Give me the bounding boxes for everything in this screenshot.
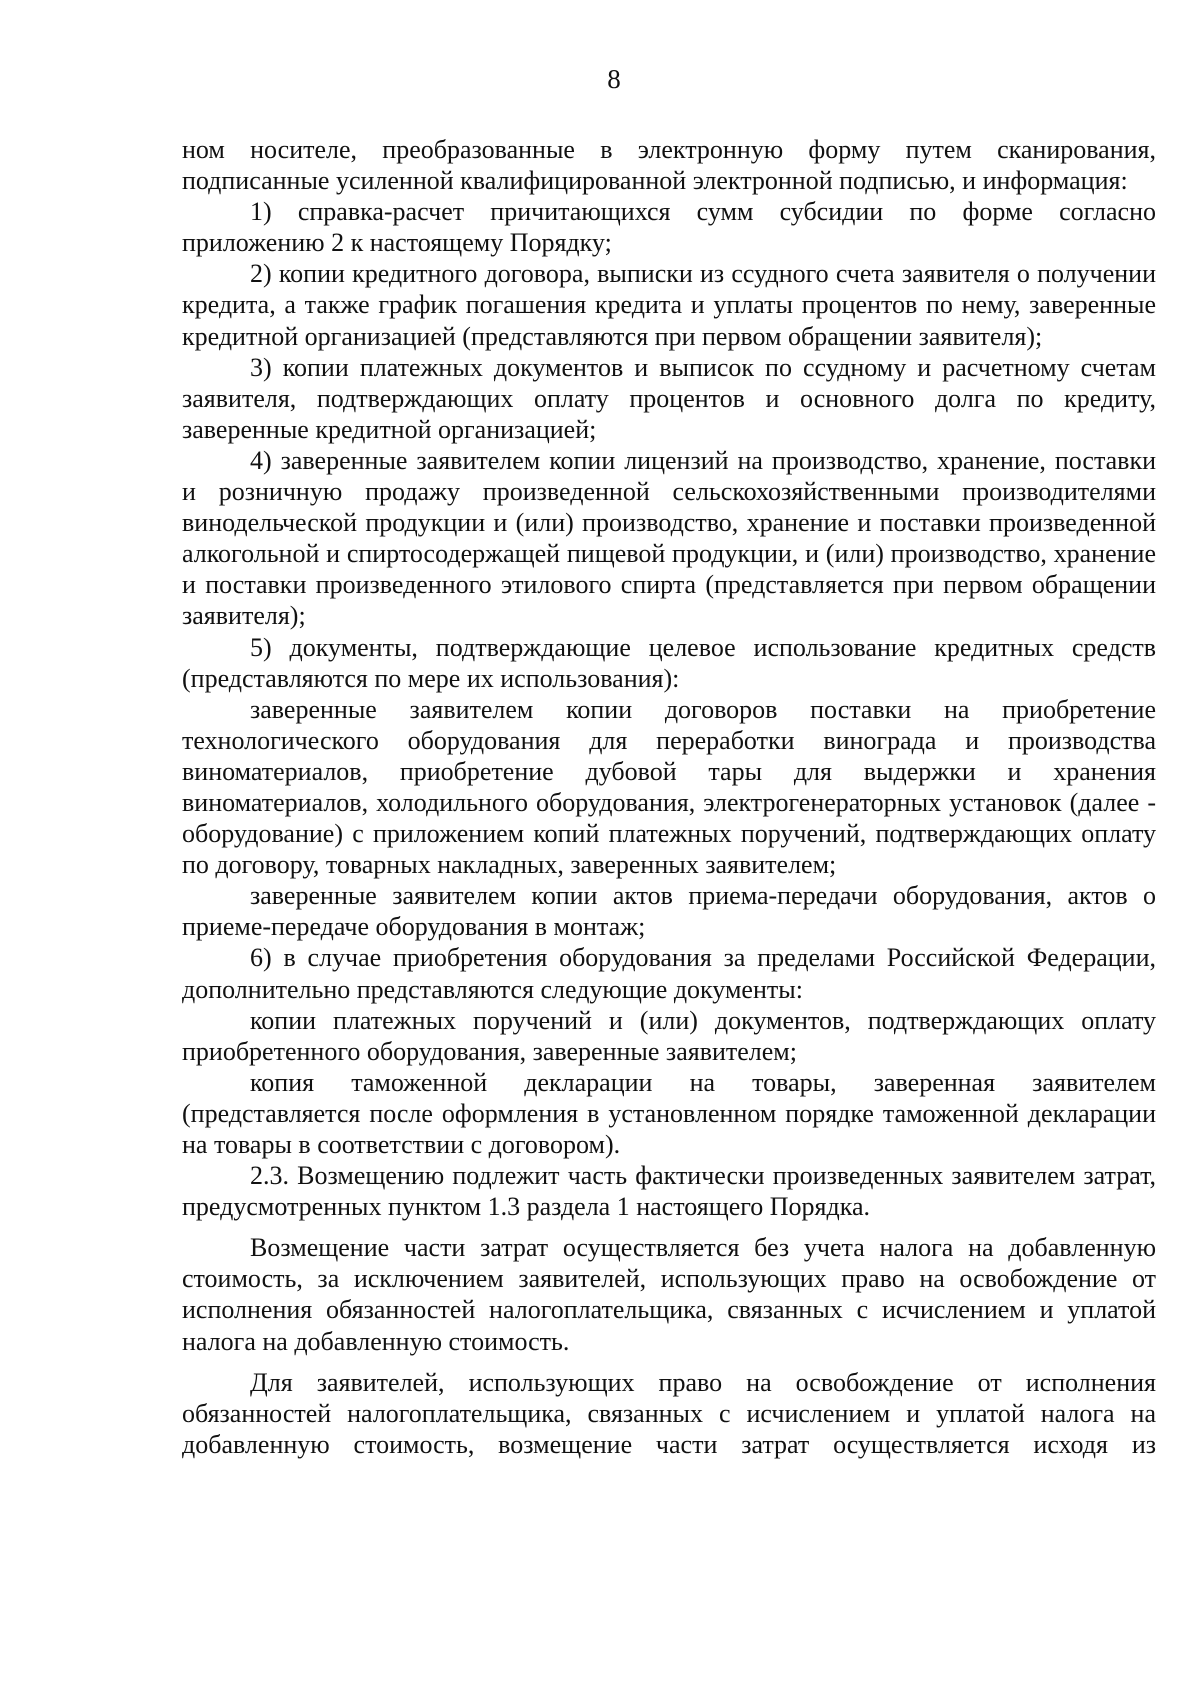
list-item-3: 3) копии платежных документов и выписок по ссудному и расчетному счетам заявителя, подтверждающих оплату процентов и основного долга по кредиту, заверенные кредитной организацией; [182,352,1156,444]
section-2-3-paragraph: 2.3. Возмещению подлежит часть фактически произведенных заявителем затрат, предусмотренных пунктом 1.3 раздела 1 настоящего Порядка. [182,1161,1156,1222]
page-number: 8 [607,64,621,94]
vat-paragraph: Возмещение части затрат осуществляется без учета налога на добавленную стоимость, за исключением заявителей, использующих право на освобождение от исполнения обязанностей налогоплательщика, связанных с исчислением и уплатой налога на добавленную стоимость. [182,1233,1156,1356]
list-item-1: 1) справка-расчет причитающихся сумм субсидии по форме согласно приложению 2 к настоящему Порядку; [182,197,1156,258]
list-item-5-subitem-2: заверенные заявителем копии актов приема-передачи оборудования, актов о приеме-передаче оборудования в монтаж; [182,881,1156,942]
paragraph-continuation: ном носителе, преобразованные в электронную форму путем сканирования, подписанные усиленной квалифицированной электронной подписью, и информация: [182,135,1156,196]
list-item-6-subitem-1: копии платежных поручений и (или) документов, подтверждающих оплату приобретенного оборудования, заверенные заявителем; [182,1005,1156,1066]
list-item-2: 2) копии кредитного договора, выписки из ссудного счета заявителя о получении кредита, а также график погашения кредита и уплаты процентов по нему, заверенные кредитной организацией (представляются при первом обращении заявителя); [182,259,1156,351]
vat-exemption-paragraph: Для заявителей, использующих право на освобождение от исполнения обязанностей налогоплательщика, связанных с исчислением и уплатой налога на добавленную стоимость, возмещение части затрат осуществляется исходя из [182,1367,1156,1459]
list-item-6: 6) в случае приобретения оборудования за пределами Российской Федерации, дополнительно представляются следующие документы: [182,943,1156,1004]
document-body [182,134,1156,1460]
list-item-6-subitem-2: копия таможенной декларации на товары, заверенная заявителем (представляется после оформления в установленном порядке таможенной декларации на товары в соответствии с договором). [182,1067,1156,1159]
list-item-5-subitem-1: заверенные заявителем копии договоров поставки на приобретение технологического оборудования для переработки винограда и производства виноматериалов, приобретение дубовой тары для выдержки и хранения виноматериалов, холодильного оборудования, электрогенераторных установок (далее - оборудование) с приложением копий платежных поручений, подтверждающих оплату по договору, товарных накладных, заверенных заявителем; [182,694,1156,880]
list-item-4: 4) заверенные заявителем копии лицензий на производство, хранение, поставки и розничную продажу произведенной сельскохозяйственными производителями винодельческой продукции и (или) производство, хранение и поставки произведенной алкогольной и спиртосодержащей пищевой продукции, и (или) производство, хранение и поставки произведенного этилового спирта (представляется при первом обращении заявителя); [182,445,1156,631]
list-item-5: 5) документы, подтверждающие целевое использование кредитных средств (представляются по мере их использования): [182,632,1156,693]
